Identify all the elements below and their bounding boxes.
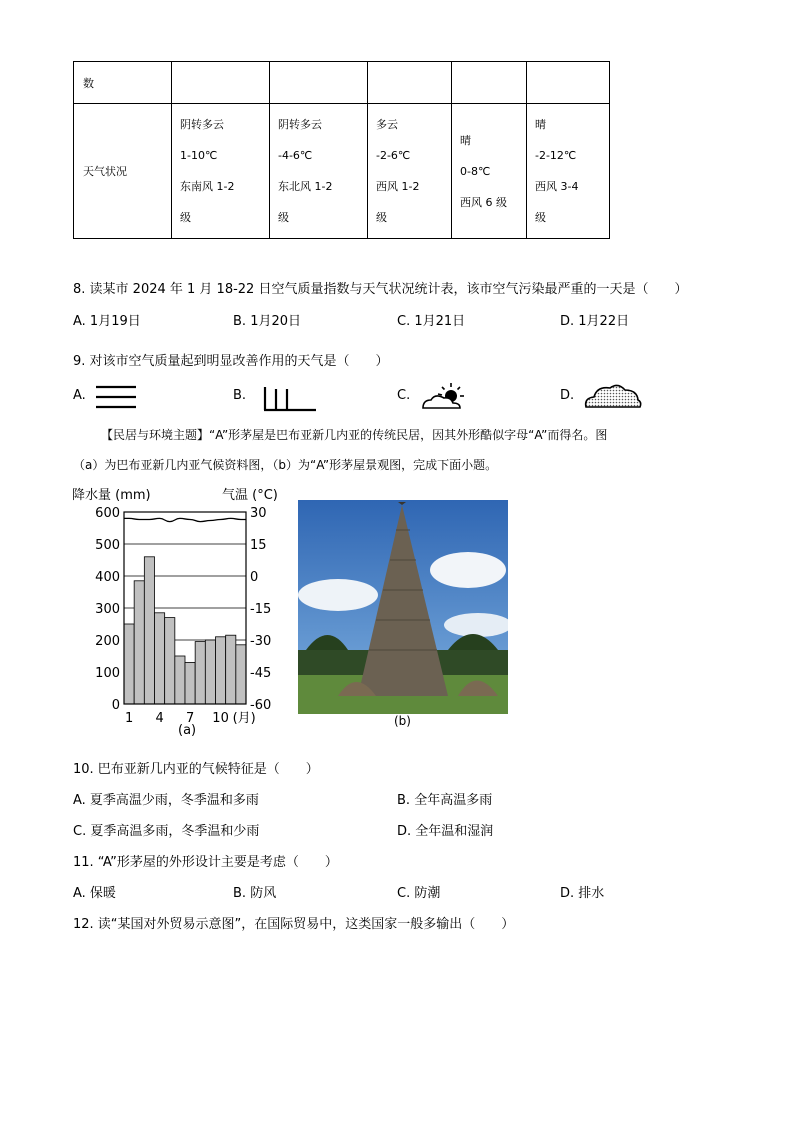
precipitation-bar xyxy=(124,624,134,704)
left-axis-label: 降水量 (mm) xyxy=(72,488,151,503)
precipitation-bar xyxy=(144,557,154,704)
cell-line: 阴转多云 xyxy=(278,118,322,131)
cell-line: 东南风 1-2 xyxy=(180,180,235,193)
x-tick-label: 1 xyxy=(124,711,134,726)
table-cell xyxy=(368,104,452,239)
question-10-stem: 10. 巴布亚新几内亚的气候特征是（ ） xyxy=(73,762,319,777)
cell-line: 级 xyxy=(180,211,191,224)
q10-option-d[interactable] xyxy=(397,820,493,839)
right-tick-labels xyxy=(250,506,271,713)
q9-option-b[interactable] xyxy=(233,388,246,403)
precipitation-bar xyxy=(226,635,236,704)
q8-option-c[interactable] xyxy=(397,310,465,329)
option-letter: C. xyxy=(397,388,411,403)
panel-label-a: (a) xyxy=(178,723,197,738)
x-tick-label: 7 xyxy=(185,711,195,726)
right-tick-label: -30 xyxy=(250,634,272,649)
table-row xyxy=(74,104,610,239)
q11-option-d[interactable] xyxy=(560,882,604,901)
table-cell xyxy=(452,62,527,104)
option-letter: A. xyxy=(73,793,86,808)
cell-line: -2-6℃ xyxy=(376,149,411,162)
a-frame-hut-photo xyxy=(298,500,508,714)
q11-option-c[interactable] xyxy=(397,882,440,901)
question-9-stem: 9. 对该市空气质量起到明显改善作用的天气是（ ） xyxy=(73,354,389,369)
cell-line: 级 xyxy=(535,211,546,224)
left-tick-label: 500 xyxy=(95,538,120,553)
option-text: 1月20日 xyxy=(246,314,302,329)
left-tick-label: 100 xyxy=(95,666,120,681)
option-text: 排水 xyxy=(574,886,605,901)
cell-line: 西风 3-4 xyxy=(535,180,579,193)
cell-line: 1-10℃ xyxy=(180,149,218,162)
option-letter: A. xyxy=(73,886,86,901)
q10-option-a[interactable] xyxy=(73,789,259,808)
table-cell xyxy=(270,62,368,104)
left-tick-labels xyxy=(95,506,120,713)
cell-line: -2-12℃ xyxy=(535,149,577,162)
option-letter: C. xyxy=(397,886,411,901)
temperature-line xyxy=(124,518,246,521)
cell-line: 晴 xyxy=(460,133,471,147)
right-tick-label: -60 xyxy=(250,698,272,713)
table-cell xyxy=(172,62,270,104)
option-letter: C. xyxy=(73,824,87,839)
q8-option-b[interactable] xyxy=(233,310,301,329)
precipitation-bar xyxy=(236,645,246,704)
question-11-stem: 11. “A”形茅屋的外形设计主要是考虑（ ） xyxy=(73,855,338,870)
precipitation-bar xyxy=(155,613,165,704)
table-cell xyxy=(368,62,452,104)
table-cell xyxy=(172,104,270,239)
option-text: 1月22日 xyxy=(574,314,630,329)
cell-line: 晴 xyxy=(535,118,546,131)
option-letter: D. xyxy=(560,314,575,329)
q8-option-d[interactable] xyxy=(560,310,629,329)
x-tick-label: 10 xyxy=(212,711,229,726)
option-text: 全年温和湿润 xyxy=(411,824,494,839)
q8-option-a[interactable] xyxy=(73,310,141,329)
right-axis-label: 气温 (°C) xyxy=(222,488,278,503)
q11-option-a[interactable] xyxy=(73,882,116,901)
table-cell xyxy=(527,104,610,239)
q9-option-d[interactable] xyxy=(560,388,574,403)
sun-behind-cloud-icon xyxy=(420,380,468,412)
precipitation-bar xyxy=(134,581,144,704)
option-letter: C. xyxy=(397,314,411,329)
left-tick-label: 300 xyxy=(95,602,120,617)
panel-label-b: (b) xyxy=(394,714,411,728)
cell-line: 西风 1-2 xyxy=(376,180,420,193)
left-tick-label: 200 xyxy=(95,634,120,649)
option-letter: B. xyxy=(233,388,247,403)
precipitation-bar xyxy=(205,640,215,704)
sandstorm-cloud-icon xyxy=(582,380,644,410)
q11-option-b[interactable] xyxy=(233,882,276,901)
cell-line: 东北风 1-2 xyxy=(278,180,333,193)
question-8-stem: 8. 读某市 2024 年 1 月 18-22 日空气质量指数与天气状况统计表，该市空气污染最严重的一天是（ ） xyxy=(73,282,688,297)
option-text: 夏季高温少雨，冬季温和多雨 xyxy=(85,793,259,808)
cell-line: 西风 6 级 xyxy=(460,195,507,209)
table-row xyxy=(74,62,610,104)
haze-lines-icon xyxy=(96,384,136,410)
right-tick-label: 0 xyxy=(250,570,259,585)
x-tick-label: 4 xyxy=(155,711,164,726)
row-label-aqi: 数 xyxy=(74,62,172,104)
precipitation-bar xyxy=(216,637,226,704)
option-letter: D. xyxy=(397,824,412,839)
left-tick-label: 0 xyxy=(111,698,120,713)
x-unit-label: (月) xyxy=(232,711,256,726)
question-12-stem: 12. 读“某国对外贸易示意图”，在国际贸易中，这类国家一般多输出（ ） xyxy=(73,917,515,932)
option-text: 全年高温多雨 xyxy=(410,793,493,808)
row-label-weather: 天气状况 xyxy=(74,104,172,239)
cell-line: 级 xyxy=(376,211,387,224)
table-cell xyxy=(270,104,368,239)
left-tick-label: 600 xyxy=(95,506,120,521)
cell-line: 阴转多云 xyxy=(180,118,224,131)
option-text: 夏季高温多雨，冬季温和少雨 xyxy=(86,824,260,839)
q10-option-b[interactable] xyxy=(397,789,492,808)
cell-line: 级 xyxy=(278,211,289,224)
option-text: 1月19日 xyxy=(85,314,141,329)
option-text: 1月21日 xyxy=(410,314,466,329)
option-letter: B. xyxy=(233,314,247,329)
table-cell xyxy=(452,104,527,239)
precipitation-bar xyxy=(175,656,185,704)
wind-barb-icon xyxy=(262,384,318,412)
option-letter: A. xyxy=(73,388,86,403)
option-letter: B. xyxy=(233,886,247,901)
climate-chart xyxy=(70,482,290,742)
right-tick-label: -15 xyxy=(250,602,272,617)
q10-option-c[interactable] xyxy=(73,820,259,839)
option-letter: A. xyxy=(73,314,86,329)
right-tick-label: -45 xyxy=(250,666,272,681)
weather-table xyxy=(73,61,610,239)
precipitation-bar xyxy=(195,642,205,704)
table-cell xyxy=(527,62,610,104)
right-tick-label: 30 xyxy=(250,506,267,521)
option-text: 防潮 xyxy=(410,886,441,901)
q9-option-a[interactable] xyxy=(73,388,86,403)
precipitation-bars xyxy=(124,557,246,704)
cell-line: 0-8℃ xyxy=(460,164,491,178)
theme-intro-line-1: 【民居与环境主题】“A”形茅屋是巴布亚新几内亚的传统民居，因其外形酷似字母“A”而得名。图 xyxy=(101,428,608,442)
precipitation-bar xyxy=(165,618,175,704)
option-text: 保暖 xyxy=(85,886,116,901)
cell-line: -4-6℃ xyxy=(278,149,313,162)
q9-option-c[interactable] xyxy=(397,388,410,403)
left-tick-label: 400 xyxy=(95,570,120,585)
option-letter: D. xyxy=(560,886,575,901)
option-text: 防风 xyxy=(246,886,277,901)
cell-line: 多云 xyxy=(376,118,398,131)
option-letter: B. xyxy=(397,793,411,808)
right-tick-label: 15 xyxy=(250,538,267,553)
precipitation-bar xyxy=(185,662,195,704)
option-letter: D. xyxy=(560,388,575,403)
theme-intro-line-2: （a）为巴布亚新几内亚气候资料图，（b）为“A”形茅屋景观图，完成下面小题。 xyxy=(73,458,498,472)
